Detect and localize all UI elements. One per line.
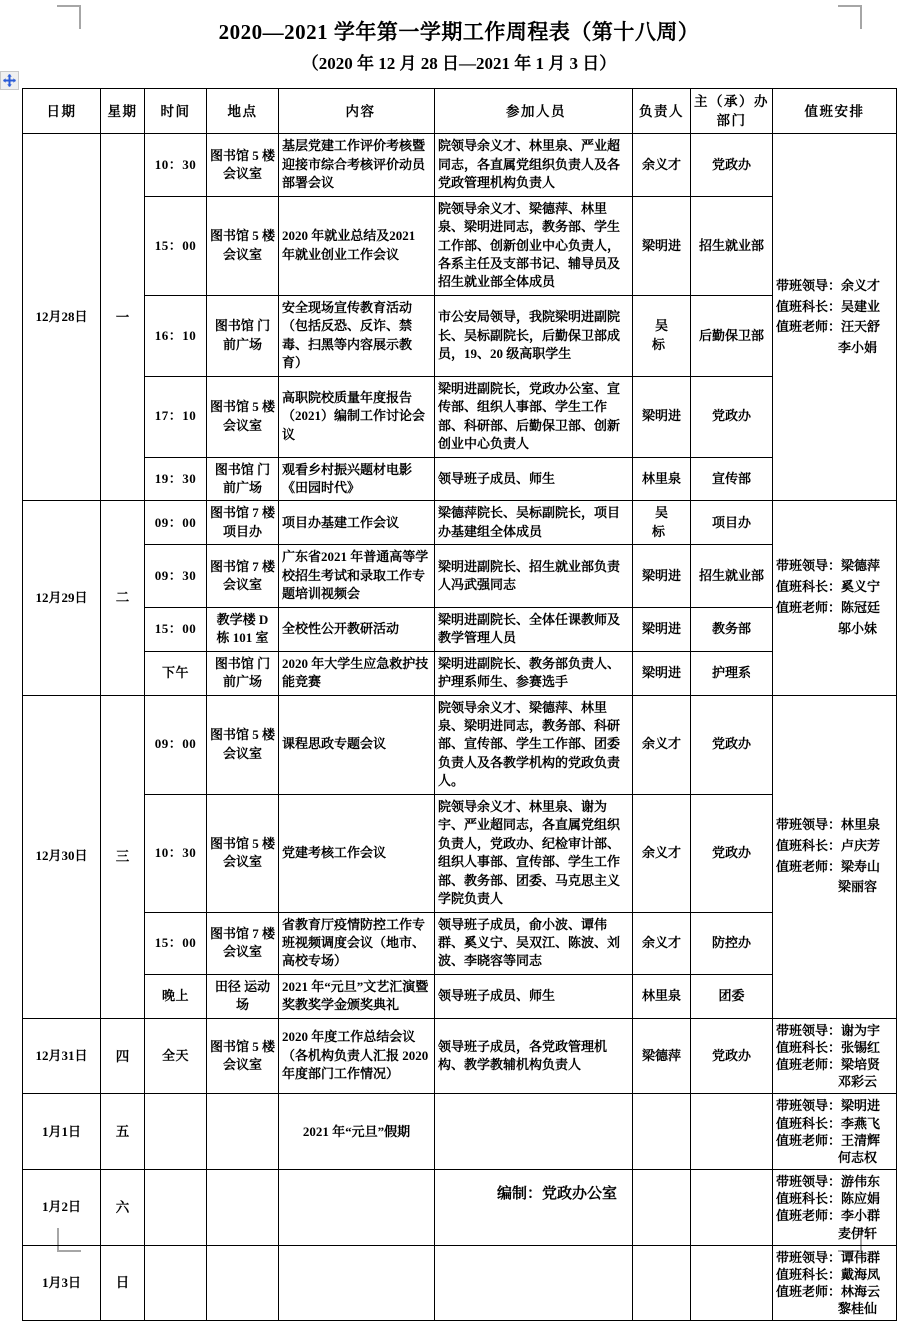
page-subtitle: （2020 年 12 月 28 日—2021 年 1 月 3 日） bbox=[301, 54, 617, 74]
cell-content: 党建考核工作会议 bbox=[279, 794, 435, 912]
cell-people: 市公安局领导，我院梁明进副院长、吴标副院长，后勤保卫部成员，19、20 级高职学生 bbox=[435, 295, 633, 376]
cell-time: 15：00 bbox=[145, 196, 207, 295]
cell-time: 09：00 bbox=[145, 501, 207, 545]
cell-owner: 梁明进 bbox=[633, 607, 691, 651]
cell-owner: 余义才 bbox=[633, 912, 691, 974]
cell-date: 1月2日 bbox=[23, 1170, 101, 1246]
cell-weekday: 六 bbox=[101, 1170, 145, 1246]
cell-owner: 梁明进 bbox=[633, 196, 691, 295]
cell-place bbox=[207, 1170, 279, 1246]
duty-roster-block bbox=[776, 1097, 893, 1166]
cell-dept: 党政办 bbox=[691, 794, 773, 912]
cell-owner: 林里泉 bbox=[633, 974, 691, 1018]
cell-content bbox=[279, 1245, 435, 1321]
duty-leader-value: 游伟东 bbox=[841, 1174, 881, 1190]
cell-content: 高职院校质量年度报告（2021）编制工作讨论会议 bbox=[279, 376, 435, 457]
column-header-date: 日期 bbox=[23, 89, 101, 134]
cell-people: 院领导余义才、林里泉、谢为宇、严业超同志，各直属党组织负责人，党政办、纪检审计部、组织人事部、宣传部、学生工作部、教务部、团委、马克思主义学院负责人 bbox=[435, 794, 633, 912]
duty-teacher-second bbox=[776, 338, 893, 359]
cell-dept bbox=[691, 1170, 773, 1246]
cell-place: 图书馆 7 楼会议室 bbox=[207, 912, 279, 974]
column-header-time: 时间 bbox=[145, 89, 207, 134]
cell-content: 全校性公开教研活动 bbox=[279, 607, 435, 651]
table-row bbox=[23, 196, 897, 295]
duty-chief-value: 戴海凤 bbox=[841, 1266, 881, 1282]
duty-teacher-second bbox=[776, 1225, 893, 1242]
cell-time: 下午 bbox=[145, 651, 207, 695]
duty-chief-value: 吴建业 bbox=[841, 298, 881, 314]
cell-dept: 教务部 bbox=[691, 607, 773, 651]
duty-chief-label: 值班科长： bbox=[776, 1039, 842, 1055]
duty-leader-label: 带班领导： bbox=[776, 1022, 842, 1038]
cell-duty-roster bbox=[773, 1245, 897, 1321]
weekly-schedule-table bbox=[22, 88, 897, 1321]
cell-owner: 余义才 bbox=[633, 695, 691, 794]
cell-owner: 吴 标 bbox=[633, 295, 691, 376]
table-row bbox=[23, 651, 897, 695]
cell-time: 19：30 bbox=[145, 457, 207, 501]
cell-time: 09：30 bbox=[145, 545, 207, 607]
duty-leader-label: 带班领导： bbox=[776, 277, 842, 293]
duty-teacher-label: 值班老师： bbox=[776, 600, 842, 615]
duty-chief-value: 奚义宁 bbox=[841, 579, 881, 595]
cell-people: 梁明进副院长、招生就业部负责人冯武强同志 bbox=[435, 545, 633, 607]
cell-place: 田径 运动场 bbox=[207, 974, 279, 1018]
cell-duty-roster bbox=[773, 134, 897, 501]
duty-roster-block bbox=[776, 276, 893, 359]
cell-date: 12月28日 bbox=[23, 134, 101, 501]
duty-teacher-second-value: 麦伊轩 bbox=[838, 1225, 878, 1241]
cell-place: 图书馆 5 楼会议室 bbox=[207, 695, 279, 794]
cell-time bbox=[145, 1245, 207, 1321]
cell-people: 领导班子成员、师生 bbox=[435, 974, 633, 1018]
cell-time: 15：00 bbox=[145, 912, 207, 974]
cell-time: 15：00 bbox=[145, 607, 207, 651]
cell-weekday: 五 bbox=[101, 1094, 145, 1170]
duty-leader-value: 梁明进 bbox=[841, 1098, 881, 1114]
cell-place: 图书馆 门前广场 bbox=[207, 457, 279, 501]
cell-owner bbox=[633, 1170, 691, 1246]
cell-people: 院领导余义才、梁德萍、林里泉、梁明进同志，教务部、学生工作部、创新创业中心负责人，各系主任及支部书记、辅导员及招生就业部全体成员 bbox=[435, 196, 633, 295]
duty-teacher-second bbox=[776, 1073, 893, 1090]
duty-leader-value: 谢为宇 bbox=[841, 1022, 881, 1038]
duty-teacher-value: 陈冠廷 bbox=[841, 600, 881, 615]
cell-time: 晚上 bbox=[145, 974, 207, 1018]
cell-duty-roster bbox=[773, 1170, 897, 1246]
table-row bbox=[23, 912, 897, 974]
cell-owner: 梁明进 bbox=[633, 545, 691, 607]
duty-chief-label: 值班科长： bbox=[776, 579, 842, 595]
cell-weekday: 日 bbox=[101, 1245, 145, 1321]
duty-leader-value: 梁德萍 bbox=[841, 558, 881, 574]
duty-leader-value: 林里泉 bbox=[841, 817, 881, 833]
duty-teacher-second-value: 黎桂仙 bbox=[838, 1301, 878, 1317]
cell-people bbox=[435, 1170, 633, 1246]
cell-place: 图书馆 5 楼会议室 bbox=[207, 376, 279, 457]
cell-people: 院领导余义才、梁德萍、林里泉、梁明进同志，教务部、科研部、宣传部、学生工作部、团委负责人及各教学机构的党政负责人。 bbox=[435, 695, 633, 794]
duty-roster-block bbox=[776, 1022, 893, 1091]
duty-teacher bbox=[776, 1132, 893, 1149]
duty-teacher-label: 值班老师： bbox=[776, 1132, 842, 1148]
cell-content: 2020 年就业总结及2021 年就业创业工作会议 bbox=[279, 196, 435, 295]
duty-chief-value: 卢庆芳 bbox=[841, 837, 881, 853]
column-header-content: 内容 bbox=[279, 89, 435, 134]
table-row bbox=[23, 1018, 897, 1094]
cell-time: 09：00 bbox=[145, 695, 207, 794]
duty-leader bbox=[776, 1097, 893, 1114]
duty-teacher-label: 值班老师： bbox=[776, 858, 842, 874]
cell-owner: 梁明进 bbox=[633, 651, 691, 695]
cell-dept: 团委 bbox=[691, 974, 773, 1018]
cell-dept bbox=[691, 1245, 773, 1321]
duty-teacher bbox=[776, 857, 893, 878]
column-header-weekday: 星期 bbox=[101, 89, 145, 134]
duty-leader bbox=[776, 556, 893, 577]
cell-place: 图书馆 5 楼会议室 bbox=[207, 134, 279, 196]
document-footer bbox=[0, 1182, 918, 1203]
duty-leader-label: 带班领导： bbox=[776, 558, 842, 574]
cell-duty-roster bbox=[773, 1094, 897, 1170]
duty-teacher-label: 值班老师： bbox=[776, 1057, 842, 1073]
cell-duty-roster bbox=[773, 695, 897, 1018]
duty-chief-label: 值班科长： bbox=[776, 298, 842, 314]
cell-place: 图书馆 5 楼会议室 bbox=[207, 794, 279, 912]
duty-teacher bbox=[776, 1056, 893, 1073]
table-row bbox=[23, 1094, 897, 1170]
cell-content: 基层党建工作评价考核暨迎接市综合考核评价动员部署会议 bbox=[279, 134, 435, 196]
page-corner-mark-top-left bbox=[57, 5, 81, 29]
duty-leader-value: 谭伟群 bbox=[841, 1249, 881, 1265]
cell-content bbox=[279, 1170, 435, 1246]
cell-time: 10：30 bbox=[145, 134, 207, 196]
duty-teacher-value: 梁培贤 bbox=[841, 1057, 881, 1073]
cell-content: 2020 年度工作总结会议（各机构负责人汇报 2020 年度部门工作情况） bbox=[279, 1018, 435, 1094]
cell-place: 图书馆 7 楼会议室 bbox=[207, 545, 279, 607]
cell-time: 17：10 bbox=[145, 376, 207, 457]
cell-owner bbox=[633, 1094, 691, 1170]
duty-teacher-value: 李小群 bbox=[841, 1208, 881, 1224]
cell-content: 2020 年大学生应急救护技能竞赛 bbox=[279, 651, 435, 695]
duty-chief bbox=[776, 1266, 893, 1283]
cell-owner: 余义才 bbox=[633, 794, 691, 912]
cell-dept: 党政办 bbox=[691, 376, 773, 457]
duty-chief-value: 张锡红 bbox=[841, 1039, 881, 1055]
table-row bbox=[23, 501, 897, 545]
duty-teacher-value: 汪天舒 bbox=[841, 319, 881, 335]
cell-content: 广东省2021 年普通高等学校招生考试和录取工作专题培训视频会 bbox=[279, 545, 435, 607]
cell-dept: 防控办 bbox=[691, 912, 773, 974]
cell-content: 省教育厅疫情防控工作专班视频调度会议（地市、高校专场） bbox=[279, 912, 435, 974]
table-row bbox=[23, 1170, 897, 1246]
duty-teacher-second bbox=[776, 1149, 893, 1166]
duty-chief-label: 值班科长： bbox=[776, 1115, 842, 1131]
footer-text: 编制：党政办公室 bbox=[496, 1186, 617, 1202]
cell-dept: 党政办 bbox=[691, 1018, 773, 1094]
duty-chief bbox=[776, 1039, 893, 1056]
duty-chief-label: 值班科长： bbox=[776, 1266, 842, 1282]
duty-teacher-label: 值班老师： bbox=[776, 319, 842, 335]
cell-people: 梁明进副院长、全体任课教师及教学管理人员 bbox=[435, 607, 633, 651]
duty-teacher-value: 梁寿山 bbox=[841, 858, 881, 874]
duty-chief bbox=[776, 836, 893, 857]
cell-owner: 梁德萍 bbox=[633, 1018, 691, 1094]
duty-chief-label: 值班科长： bbox=[776, 1191, 842, 1207]
cell-people bbox=[435, 1094, 633, 1170]
cell-time: 全天 bbox=[145, 1018, 207, 1094]
table-row bbox=[23, 295, 897, 376]
column-header-people: 参加人员 bbox=[435, 89, 633, 134]
cell-content: 安全现场宣传教育活动（包括反恐、反诈、禁毒、扫黑等内容展示教育） bbox=[279, 295, 435, 376]
duty-teacher-second bbox=[776, 619, 893, 640]
duty-chief bbox=[776, 1115, 893, 1132]
cell-place bbox=[207, 1245, 279, 1321]
cell-date: 12月30日 bbox=[23, 695, 101, 1018]
cell-date: 1月3日 bbox=[23, 1245, 101, 1321]
cell-people: 院领导余义才、林里泉、严业超同志，各直属党组织负责人及各党政管理机构负责人 bbox=[435, 134, 633, 196]
duty-teacher bbox=[776, 1283, 893, 1300]
table-row bbox=[23, 794, 897, 912]
duty-teacher-label: 值班老师： bbox=[776, 1208, 842, 1224]
cell-owner: 梁明进 bbox=[633, 376, 691, 457]
table-row bbox=[23, 457, 897, 501]
cell-place bbox=[207, 1094, 279, 1170]
table-header-row bbox=[23, 89, 897, 134]
cell-duty-roster bbox=[773, 501, 897, 695]
cell-people: 领导班子成员，俞小波、谭伟群、奚义宁、吴双江、陈波、刘波、李晓容等同志 bbox=[435, 912, 633, 974]
duty-chief bbox=[776, 297, 893, 318]
cell-date: 1月1日 bbox=[23, 1094, 101, 1170]
cell-time bbox=[145, 1170, 207, 1246]
cell-duty-roster bbox=[773, 1018, 897, 1094]
duty-teacher-second-value: 邬小妹 bbox=[838, 620, 878, 636]
cell-weekday: 三 bbox=[101, 695, 145, 1018]
cell-people bbox=[435, 1245, 633, 1321]
duty-teacher-value: 王清辉 bbox=[841, 1132, 881, 1148]
cell-place: 教学楼 D 栋 101 室 bbox=[207, 607, 279, 651]
cell-dept: 招生就业部 bbox=[691, 545, 773, 607]
cell-content: 观看乡村振兴题材电影《田园时代》 bbox=[279, 457, 435, 501]
cell-dept: 招生就业部 bbox=[691, 196, 773, 295]
cell-dept bbox=[691, 1094, 773, 1170]
cell-people: 领导班子成员，各党政管理机构、教学教辅机构负责人 bbox=[435, 1018, 633, 1094]
duty-leader bbox=[776, 1249, 893, 1266]
cell-content: 课程思政专题会议 bbox=[279, 695, 435, 794]
duty-teacher-second-value: 梁丽容 bbox=[838, 879, 878, 895]
cell-dept: 党政办 bbox=[691, 134, 773, 196]
duty-roster-block bbox=[776, 556, 893, 639]
duty-leader bbox=[776, 276, 893, 297]
cell-content: 项目办基建工作会议 bbox=[279, 501, 435, 545]
cell-content: 2021 年“元旦”假期 bbox=[279, 1094, 435, 1170]
cell-owner: 林里泉 bbox=[633, 457, 691, 501]
cell-date: 12月29日 bbox=[23, 501, 101, 695]
cell-people: 梁明进副院长，党政办公室、宣传部、组织人事部、学生工作部、科研部、后勤保卫部、创新创业中心负责人 bbox=[435, 376, 633, 457]
cell-owner: 余义才 bbox=[633, 134, 691, 196]
cell-owner: 吴 标 bbox=[633, 501, 691, 545]
cell-dept: 宣传部 bbox=[691, 457, 773, 501]
page-title: 2020—2021 学年第一学期工作周程表（第十八周） bbox=[218, 20, 700, 44]
cell-dept: 后勤保卫部 bbox=[691, 295, 773, 376]
cell-people: 梁德萍院长、吴标副院长，项目办基建组全体成员 bbox=[435, 501, 633, 545]
table-row bbox=[23, 974, 897, 1018]
duty-leader-label: 带班领导： bbox=[776, 1174, 842, 1190]
table-row bbox=[23, 134, 897, 196]
column-header-duty: 值班安排 bbox=[773, 89, 897, 134]
cell-dept: 党政办 bbox=[691, 695, 773, 794]
duty-teacher bbox=[776, 1207, 893, 1224]
cell-place: 图书馆 5 楼会议室 bbox=[207, 1018, 279, 1094]
duty-leader-label: 带班领导： bbox=[776, 817, 842, 833]
cell-weekday: 四 bbox=[101, 1018, 145, 1094]
cell-place: 图书馆 7 楼项目办 bbox=[207, 501, 279, 545]
duty-chief-value: 李燕飞 bbox=[841, 1115, 881, 1131]
duty-teacher bbox=[776, 317, 893, 338]
table-row bbox=[23, 545, 897, 607]
cell-weekday: 二 bbox=[101, 501, 145, 695]
duty-leader bbox=[776, 815, 893, 836]
duty-teacher-second-value: 何志权 bbox=[838, 1149, 878, 1165]
column-header-owner: 负责人 bbox=[633, 89, 691, 134]
cell-time: 10：30 bbox=[145, 794, 207, 912]
duty-teacher-second bbox=[776, 877, 893, 898]
cell-people: 梁明进副院长、教务部负责人、护理系师生、参赛选手 bbox=[435, 651, 633, 695]
duty-chief-value: 陈应娟 bbox=[841, 1191, 881, 1207]
cell-owner bbox=[633, 1245, 691, 1321]
cell-weekday: 一 bbox=[101, 134, 145, 501]
duty-teacher-second-value: 李小娟 bbox=[838, 340, 878, 356]
cell-time: 16：10 bbox=[145, 295, 207, 376]
cell-date: 12月31日 bbox=[23, 1018, 101, 1094]
duty-leader-label: 带班领导： bbox=[776, 1249, 842, 1265]
cell-time bbox=[145, 1094, 207, 1170]
duty-teacher-second-value: 邓彩云 bbox=[838, 1074, 878, 1090]
table-row bbox=[23, 695, 897, 794]
table-move-handle-icon[interactable] bbox=[0, 71, 19, 90]
duty-chief-label: 值班科长： bbox=[776, 837, 842, 853]
duty-leader-value: 余义才 bbox=[841, 277, 881, 293]
cell-dept: 护理系 bbox=[691, 651, 773, 695]
table-row bbox=[23, 376, 897, 457]
duty-teacher-label: 值班老师： bbox=[776, 1283, 842, 1299]
cell-place: 图书馆 5 楼会议室 bbox=[207, 196, 279, 295]
cell-place: 图书馆 门前广场 bbox=[207, 295, 279, 376]
duty-roster-block bbox=[776, 815, 893, 898]
cell-content: 2021 年“元旦”文艺汇演暨奖教奖学金颁奖典礼 bbox=[279, 974, 435, 1018]
duty-teacher-second bbox=[776, 1300, 893, 1317]
cell-dept: 项目办 bbox=[691, 501, 773, 545]
cell-people: 领导班子成员、师生 bbox=[435, 457, 633, 501]
duty-teacher bbox=[776, 598, 893, 619]
cell-place: 图书馆 门前广场 bbox=[207, 651, 279, 695]
column-header-place: 地点 bbox=[207, 89, 279, 134]
column-header-dept: 主（承）办部门 bbox=[691, 89, 773, 134]
duty-chief bbox=[776, 577, 893, 598]
duty-teacher-value: 林海云 bbox=[841, 1283, 881, 1299]
table-row bbox=[23, 607, 897, 651]
table-row bbox=[23, 1245, 897, 1321]
duty-leader-label: 带班领导： bbox=[776, 1098, 842, 1114]
page-corner-mark-top-right bbox=[838, 5, 862, 29]
duty-leader bbox=[776, 1022, 893, 1039]
